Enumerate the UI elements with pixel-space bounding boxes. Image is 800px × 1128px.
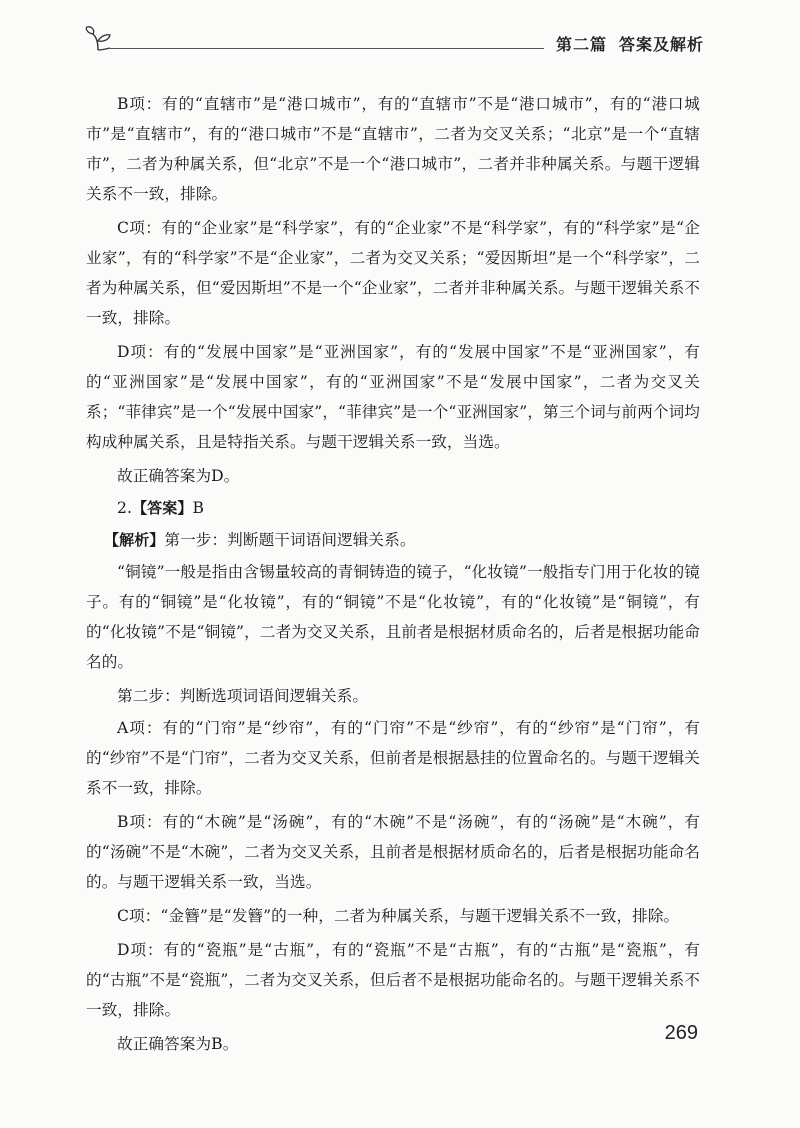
conclusion-q1: 故正确答案为D。 [117, 467, 240, 485]
header-part: 第二篇 [555, 35, 607, 54]
stem-analysis-q2: “铜镜”一般是指由含锡量较高的青铜铸造的镜子，“化妆镜”一般指专门用于化妆的镜子。有的“铜镜”是“化妆镜”，有的“铜镜”不是“化妆镜”，有的“化妆镜”是“铜镜”，有的“化妆镜”不是“铜镜”，二者为交叉关系，且前者是根据材质命名的，后者是根据功能命名的。 [86, 563, 700, 671]
step1-text: 第一步：判断题干词语间逻辑关系。 [164, 531, 416, 549]
option-d-analysis-q2: D项：有的“瓷瓶”是“古瓶”，有的“瓷瓶”不是“古瓶”，有的“古瓶”是“瓷瓶”，有的“古瓶”不是“瓷瓶”，二者为交叉关系，但后者不是根据功能命名的。与题干逻辑关系不一致，排除。 [86, 941, 700, 1019]
analysis-step1 [86, 525, 700, 555]
option-a-analysis-q2: A项：有的“门帘”是“纱帘”，有的“门帘”不是“纱帘”，有的“纱帘”是“门帘”，有的“纱帘”不是“门帘”，二者为交叉关系，但前者是根据悬挂的位置命名的。与题干逻辑关系不一致，排除。 [86, 719, 700, 797]
conclusion-q2: 故正确答案为B。 [117, 1035, 239, 1053]
option-b-analysis-q2: B项：有的“木碗”是“汤碗”，有的“木碗”不是“汤碗”，有的“汤碗”是“木碗”，有的“汤碗”不是“木碗”，二者为交叉关系，且前者是根据材质命名的，后者是根据功能命名的。与题干逻辑关系一致，当选。 [86, 813, 700, 891]
option-d-analysis-q1: D项：有的“发展中国家”是“亚洲国家”，有的“发展中国家”不是“亚洲国家”，有的“亚洲国家”是“发展中国家”，有的“亚洲国家”不是“发展中国家”，二者为交叉关系；“菲律宾”是一个“发展中国家”，“菲律宾”是一个“亚洲国家”，第三个词与前两个词均构成种属关系，且是特指关系。与题干逻辑关系一致，当选。 [86, 343, 700, 451]
header-rule [110, 48, 544, 49]
option-c-analysis-q2: C项：“金簪”是“发簪”的一种，二者为种属关系，与题干逻辑关系不一致，排除。 [117, 907, 680, 925]
option-b-analysis-q1: B项：有的“直辖市”是“港口城市”，有的“直辖市”不是“港口城市”，有的“港口城市”是“直辖市”，有的“港口城市”不是“直辖市”，二者为交叉关系；“北京”是一个“直辖市”，二者为种属关系，但“北京”不是一个“港口城市”，二者并非种属关系。与题干逻辑关系不一致，排除。 [86, 95, 700, 203]
analysis-label: 【解析】 [104, 531, 165, 549]
question-number: 2. [117, 499, 133, 517]
header-section: 答案及解析 [618, 35, 704, 54]
header-title [556, 32, 704, 55]
page-header [84, 26, 704, 56]
answer-label: 【答案】 [132, 499, 193, 517]
answer-line-q2 [86, 493, 700, 523]
option-c-analysis-q1: C项：有的“企业家”是“科学家”，有的“企业家”不是“科学家”，有的“科学家”是“企业家”，有的“科学家”不是“企业家”，二者为交叉关系；“爱因斯坦”是一个“科学家”，二者为种属关系，但“爱因斯坦”不是一个“企业家”，二者并非种属关系。与题干逻辑关系不一致，排除。 [86, 219, 700, 327]
page-number: 269 [664, 1022, 698, 1044]
sprout-icon [84, 26, 118, 56]
answer-value: B [192, 499, 205, 517]
page-body [86, 89, 700, 1063]
analysis-step2: 第二步：判断选项词语间逻辑关系。 [117, 687, 369, 705]
